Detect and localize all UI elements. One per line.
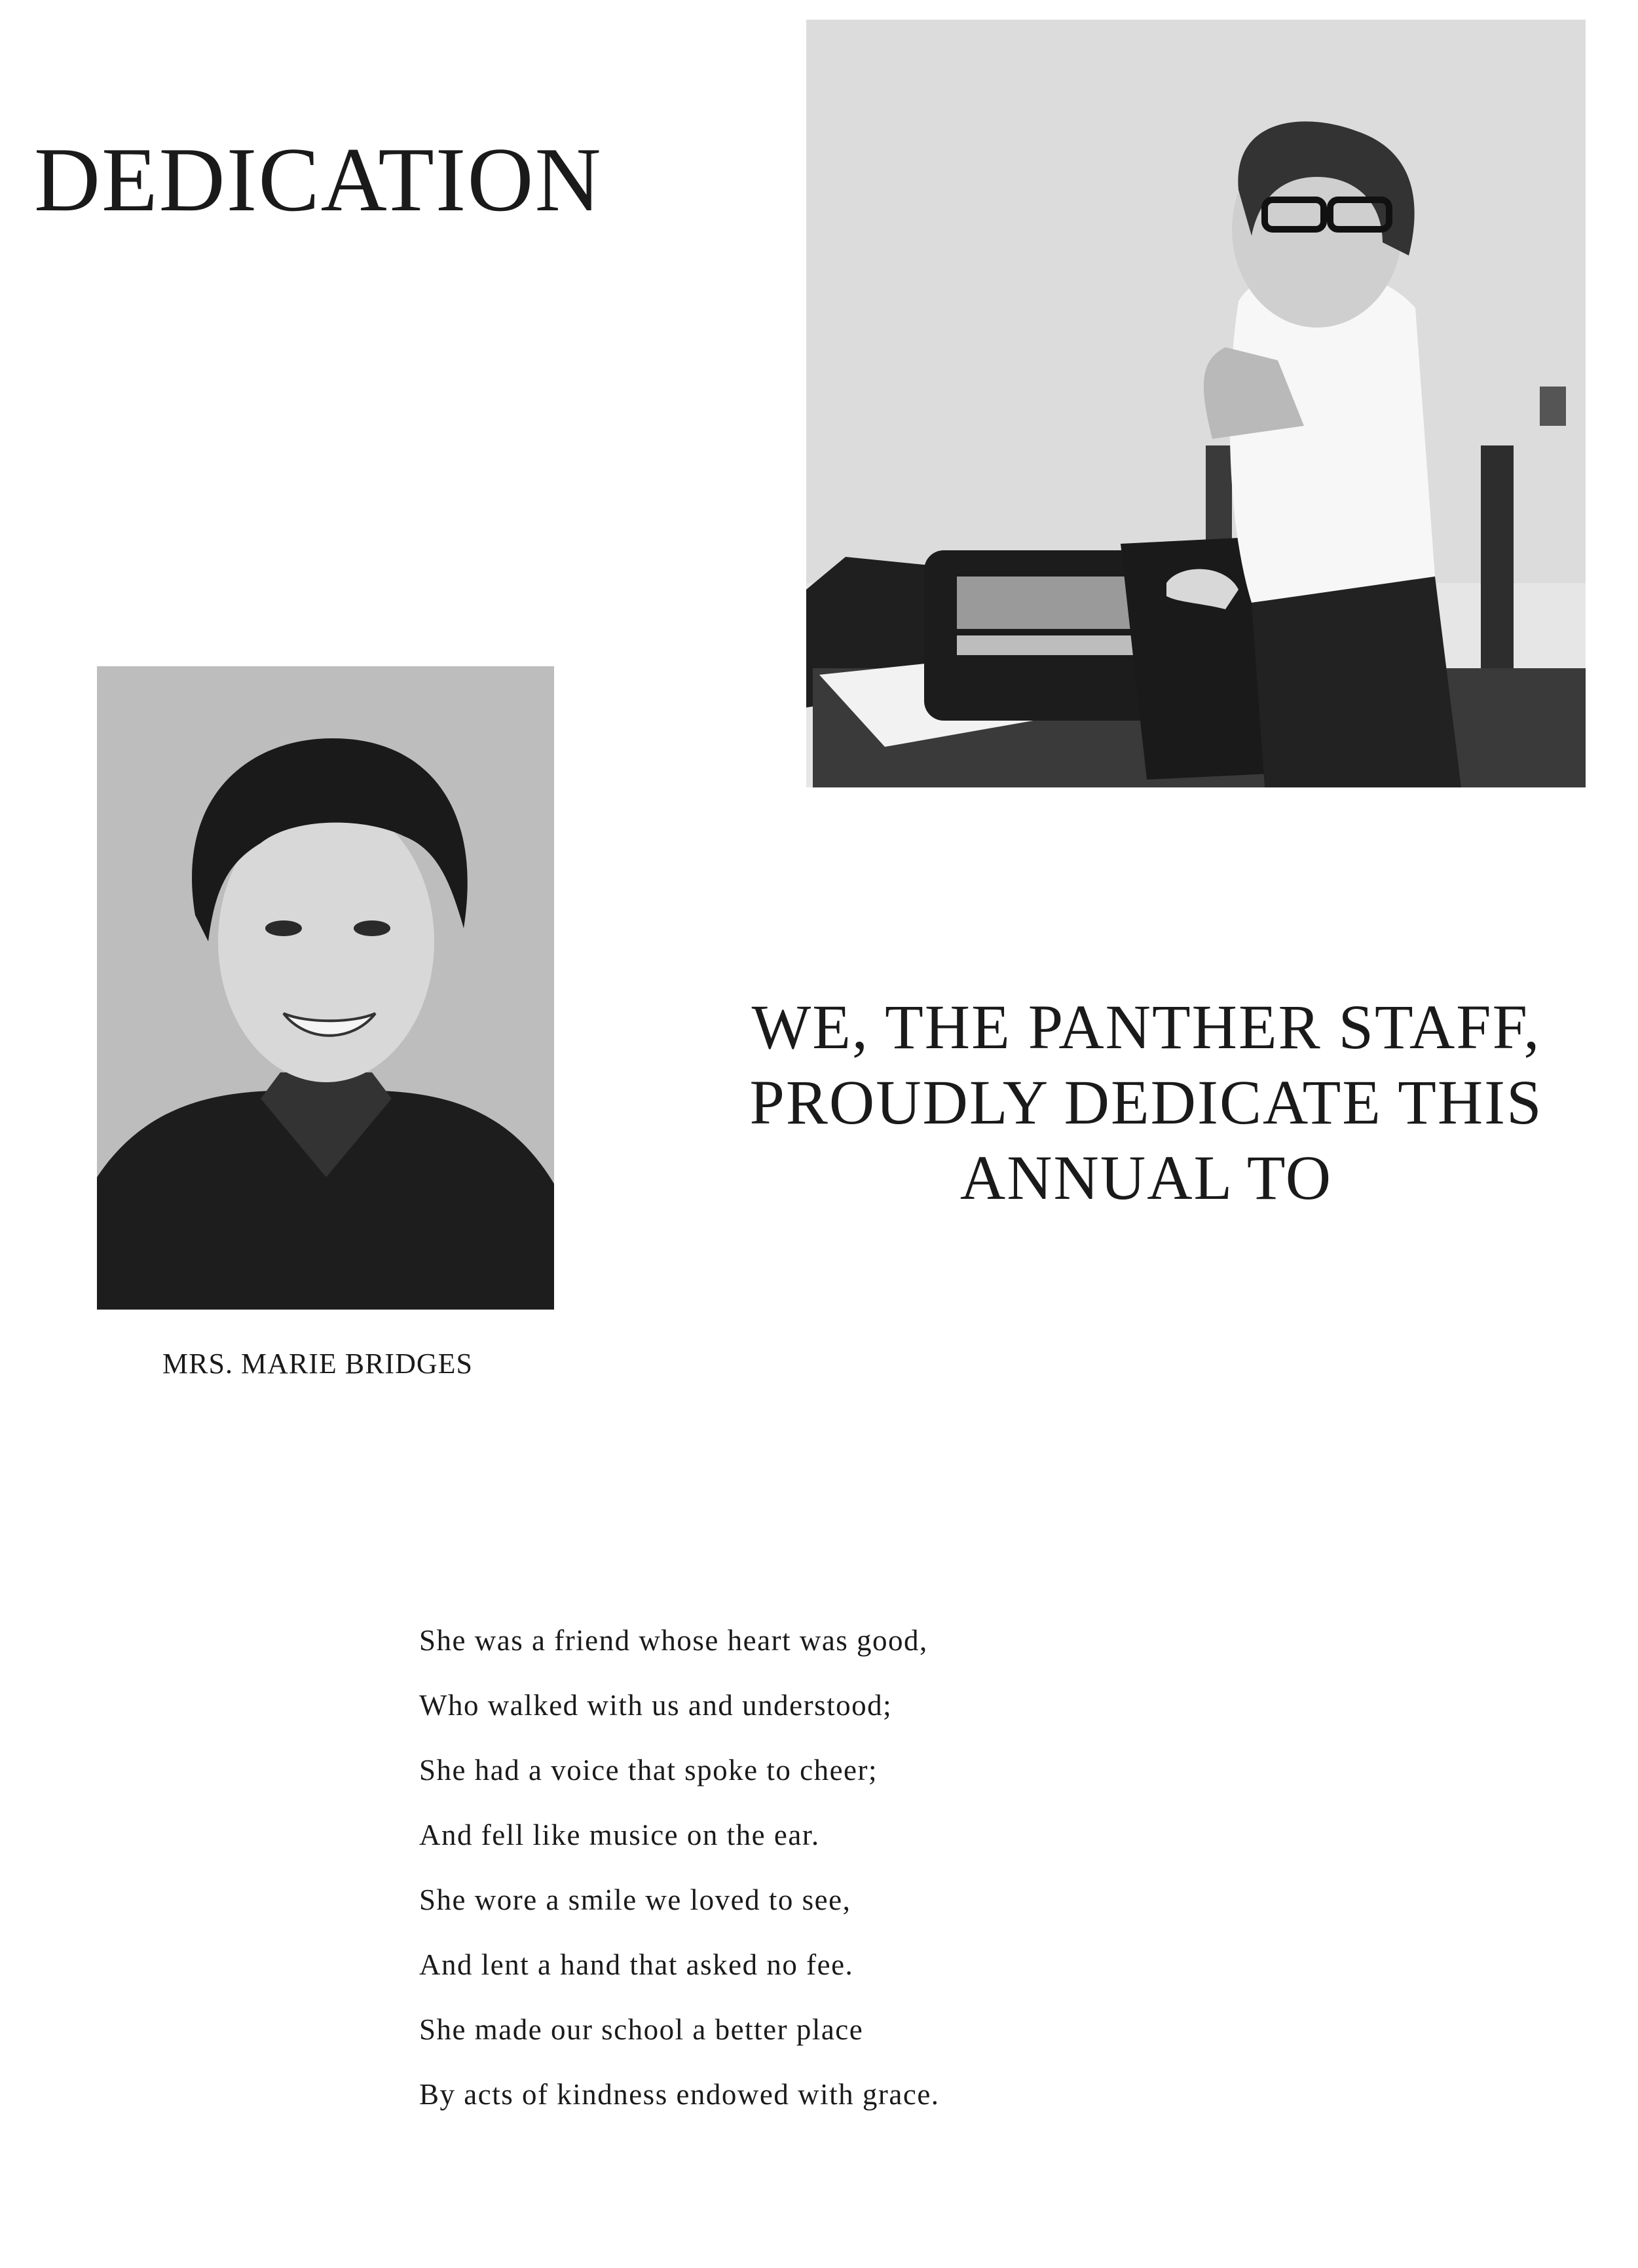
poem-line: And fell like musice on the ear.	[419, 1819, 820, 1851]
poem-line: And lent a hand that asked no fee.	[419, 1948, 854, 1981]
dedication-line: WE, THE PANTHER STAFF,	[751, 992, 1541, 1062]
poem-line: She had a voice that spoke to cheer;	[419, 1754, 878, 1786]
portrait-photo-illustration	[97, 666, 554, 1310]
photo-woman-at-duplicator	[806, 20, 1586, 787]
poem-line: She wore a smile we loved to see,	[419, 1883, 851, 1916]
dedication-statement	[675, 989, 1618, 1216]
poem-line: By acts of kindness endowed with grace.	[419, 2078, 940, 2111]
poem-line: She made our school a better place	[419, 2013, 864, 2046]
page-title: DEDICATION	[34, 129, 603, 231]
dedication-poem	[419, 1608, 940, 2127]
poem-line: Who walked with us and understood;	[419, 1689, 893, 1722]
dedication-line: ANNUAL TO	[959, 1143, 1333, 1213]
portrait-caption: MRS. MARIE BRIDGES	[162, 1348, 473, 1380]
portrait-photo-marie-bridges	[97, 666, 554, 1310]
poem-line: She was a friend whose heart was good,	[419, 1624, 928, 1657]
duplicator-photo-illustration	[806, 20, 1586, 787]
dedication-line: PROUDLY DEDICATE THIS	[749, 1067, 1543, 1138]
